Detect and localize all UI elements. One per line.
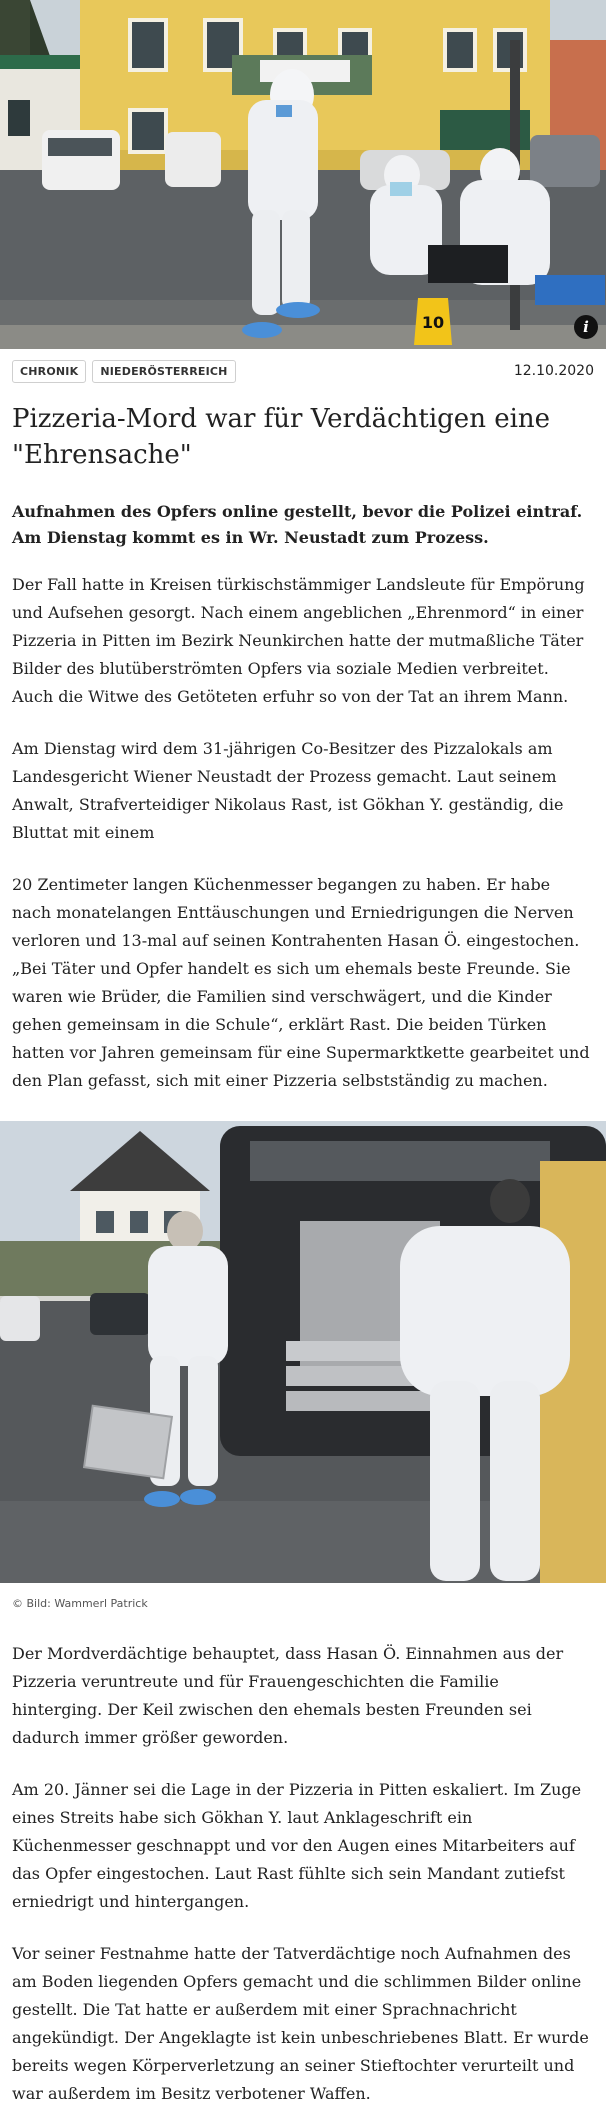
article-paragraph: 20 Zentimeter langen Küchenmesser begangen zu haben. Er habe nach monatelangen Enttäuschungen und Erniedrigungen die Nerven verloren und 13-mal auf seinen Kontrahenten Hasan Ö. eingestochen. „Bei Täter und Opfer handelt es sich um ehemals beste Freunde. Sie waren wie Brüder, die Familien sind verschwägert, und die Kinder gehen gemeinsam in die Schule“, erklärt Rast. Die beiden Türken hatten vor Jahren gemeinsam für eine Supermarktkette gearbeitet und den Plan gefasst, sich mit einer Pizzeria selbstständig zu machen. xyxy=(12,875,590,1090)
article-date: 12.10.2020 xyxy=(513,363,594,379)
article-paragraph: Vor seiner Festnahme hatte der Tatverdächtige noch Aufnahmen des am Boden liegenden Opfers gemacht und die schlimmen Bilder online gestellt. Die Tat hatte er außerdem mit einer Sprachnachricht angekündigt. Der Angeklagte ist kein unbeschriebenes Blatt. Er wurde bereits wegen Körperverletzung an seiner Stieftochter verurteilt und war außerdem im Besitz verbotener Waffen. xyxy=(12,1944,589,2103)
tag-chronik[interactable]: CHRONIK xyxy=(12,360,86,383)
article-meta xyxy=(0,349,606,393)
article-paragraph: Der Fall hatte in Kreisen türkischstämmiger Landsleute für Empörung und Aufsehen gesorgt. Nach einem angeblichen „Ehrenmord“ in einer Pizzeria in Pitten im Bezirk Neunkirchen hatte der mutmaßliche Täter Bilder des blutüberströmten Opfers via soziale Medien verbreitet. Auch die Witwe des Getöteten erfuhr so von der Tat an ihrem Mann. xyxy=(12,575,585,706)
article-paragraph: Am 20. Jänner sei die Lage in der Pizzeria in Pitten eskaliert. Im Zuge eines Streits habe sich Gökhan Y. laut Anklageschrift ein Küchenmesser geschnappt und vor den Augen eines Mitarbeiters auf das Opfer eingestochen. Laut Rast fühlte sich sein Mandant zutiefst erniedrigt und hintergangen. xyxy=(12,1780,582,1911)
article-photo-illustration xyxy=(0,1121,606,1583)
article-lead: Aufnahmen des Opfers online gestellt, bevor die Polizei eintraf. Am Dienstag kommt es in Wr. Neustadt zum Prozess. xyxy=(12,502,583,547)
evidence-marker-number: 10 xyxy=(421,313,445,332)
tag-list xyxy=(12,360,236,383)
article-paragraph: Der Mordverdächtige behauptet, dass Hasan Ö. Einnahmen aus der Pizzeria veruntreute und für Frauengeschichten die Familie hinterging. Der Keil zwischen den ehemals besten Freunden sei dadurch immer größer geworden. xyxy=(12,1644,564,1747)
article-photo xyxy=(0,1121,606,1583)
tag-niederoesterreich[interactable]: NIEDERÖSTERREICH xyxy=(92,360,235,383)
photo-credit: © Bild: Wammerl Patrick xyxy=(12,1597,148,1610)
info-icon[interactable]: i xyxy=(574,315,598,339)
hero-photo-illustration xyxy=(0,0,606,349)
article-paragraph: Am Dienstag wird dem 31-jährigen Co-Besitzer des Pizzalokals am Landesgericht Wiener Neustadt der Prozess gemacht. Laut seinem Anwalt, Strafverteidiger Nikolaus Rast, ist Gökhan Y. geständig, die Bluttat mit einem xyxy=(12,739,564,842)
hero-photo xyxy=(0,0,606,349)
article-title: Pizzeria-Mord war für Verdächtigen eine "Ehrensache" xyxy=(12,404,551,470)
